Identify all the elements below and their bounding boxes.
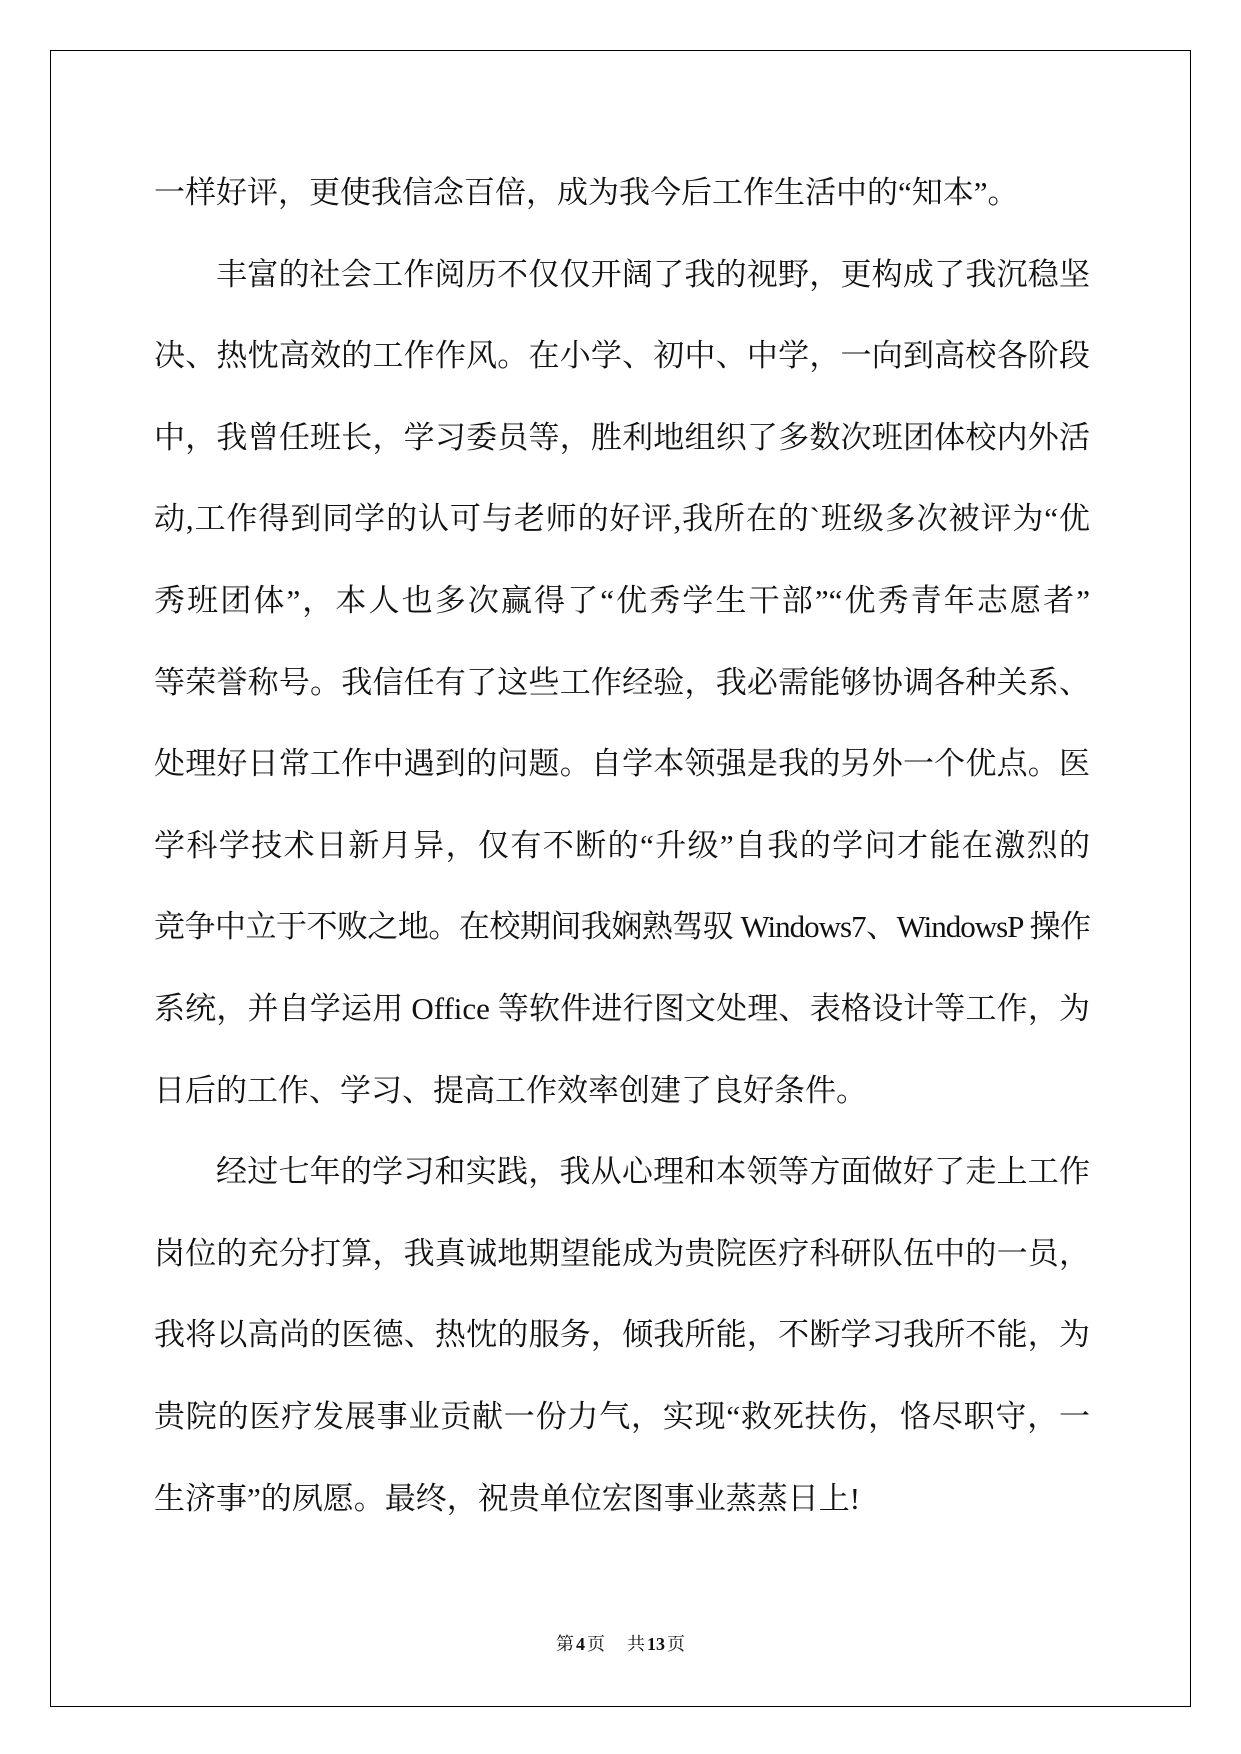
text-line: 中，我曾任班长，学习委员等，胜利地组织了多数次班团体校内外活 (154, 419, 1090, 455)
page-total-indicator (627, 1634, 685, 1654)
text-line: 贵院的医疗发展事业贡献一份力气，实现“救死扶伤，恪尽职守，一 (154, 1398, 1090, 1434)
text-line: 等荣誉称号。我信任有了这些工作经验，我必需能够协调各种关系、 (154, 664, 1090, 700)
text-line: 动,工作得到同学的认可与老师的好评,我所在的`班级多次被评为“优 (154, 501, 1090, 537)
paragraph (154, 1131, 1090, 1539)
text-line: 我将以高尚的医德、热忱的服务，倾我所能，不断学习我所不能，为 (154, 1317, 1090, 1353)
total-prefix: 共 (627, 1634, 645, 1654)
text-line: 日后的工作、学习、提高工作效率创建了良好条件。 (154, 1072, 867, 1108)
text-line: 经过七年的学习和实践，我从心理和本领等方面做好了走上工作 (216, 1154, 1090, 1190)
paragraph (154, 234, 1090, 1132)
text-line: 系统，并自学运用 Office 等软件进行图文处理、表格设计等工作，为 (154, 990, 1090, 1026)
text-line: 竞争中立于不败之地。在校期间我娴熟驾驭 Windows7、WindowsP 操作 (154, 909, 1090, 945)
text-line: 学科学技术日新月异，仅有不断的“升级”自我的学问才能在激烈的 (154, 827, 1090, 863)
text-line: 一样好评，更使我信念百倍，成为我今后工作生活中的“知本”。 (154, 175, 1019, 210)
text-line: 生济事”的夙愿。最终，祝贵单位宏图事业蒸蒸日上! (154, 1480, 861, 1516)
page-number-current: 4 (576, 1634, 585, 1654)
text-line: 决、热忱高效的工作作风。在小学、初中、中学，一向到高校各阶段 (154, 338, 1090, 374)
document-body (154, 152, 1090, 1539)
page-prefix: 第 (556, 1634, 574, 1654)
text-line: 丰富的社会工作阅历不仅仅开阔了我的视野，更构成了我沉稳坚 (216, 256, 1090, 292)
page-footer (0, 1632, 1241, 1656)
paragraph (154, 152, 1090, 234)
total-suffix: 页 (667, 1634, 685, 1654)
page-suffix: 页 (587, 1634, 605, 1654)
page-number-total: 13 (647, 1634, 665, 1654)
page-indicator (556, 1634, 605, 1654)
text-line: 岗位的充分打算，我真诚地期望能成为贵院医疗科研队伍中的一员， (154, 1235, 1090, 1271)
text-line: 处理好日常工作中遇到的问题。自学本领强是我的另外一个优点。医 (154, 746, 1090, 782)
text-line: 秀班团体”，本人也多次赢得了“优秀学生干部”“优秀青年志愿者” (154, 582, 1090, 618)
